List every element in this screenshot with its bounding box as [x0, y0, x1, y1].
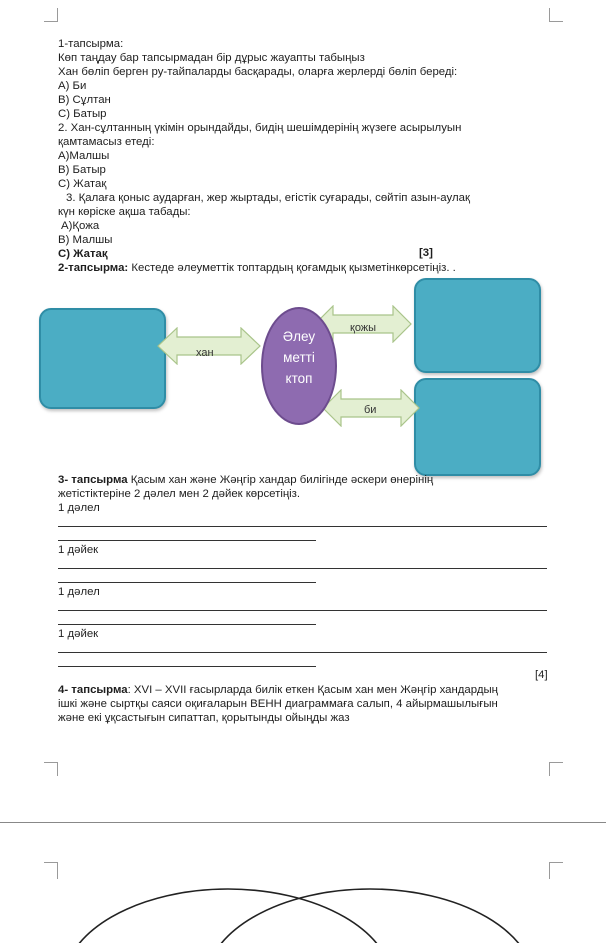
- answer-line: [58, 610, 547, 611]
- q2-option-a: А)Малшы: [58, 150, 110, 162]
- q1-option-a: А) Би: [58, 80, 87, 92]
- answer-line: [58, 568, 547, 569]
- arrow-bottom-right-label: би: [364, 404, 377, 416]
- task4-heading: [58, 683, 498, 697]
- q1-option-b: В) Сұлтан: [58, 94, 111, 106]
- task4-text-line1: : XVI – XVII ғасырларда билік еткен Қасым хан мен Жәңгір хандардың: [127, 684, 498, 696]
- task3-item-1: 1 дәлел: [58, 502, 100, 514]
- task3-item-2: 1 дәйек: [58, 544, 99, 556]
- venn-diagram: [0, 870, 606, 943]
- answer-box-top-right: [414, 278, 541, 373]
- task4-title: 4- тапсырма: [58, 684, 128, 696]
- answer-line: [58, 666, 316, 667]
- answer-line: [58, 652, 547, 653]
- q1-option-c: С) Батыр: [58, 108, 107, 120]
- q3-option-a: А)Қожа: [61, 220, 100, 232]
- task3-text-line2: жетістіктеріне 2 дәлел мен 2 дәйек көрсетіңіз.: [58, 488, 301, 500]
- task3-score: [4]: [535, 669, 548, 681]
- double-arrow-left: [157, 327, 261, 365]
- task1-title: 1-тапсырма:: [58, 38, 124, 50]
- answer-line: [58, 624, 316, 625]
- task3-heading: [58, 473, 433, 487]
- oval-text-line2: метті: [283, 350, 315, 365]
- corner-mark-top-right: [549, 8, 563, 22]
- answer-box-bottom-right: [414, 378, 541, 476]
- task3-title: 3- тапсырма: [58, 474, 128, 486]
- oval-text-line1: Әлеу: [282, 329, 316, 344]
- corner-mark-top-left: [44, 8, 58, 22]
- arrow-top-right-label: қожы: [350, 322, 377, 334]
- answer-box-left: [39, 308, 166, 409]
- answer-line: [58, 582, 316, 583]
- task4-text-line2: ішкі және сыртқы саяси оқиғаларын ВЕНН диаграммаға салып, 4 айырмашылығын: [58, 698, 498, 710]
- page-separator: [0, 822, 606, 823]
- q2-text-line1: 2. Хан-сұлтанның үкімін орындайды, бидің шешімдерінің жүзеге асырылуын: [58, 122, 462, 134]
- q3-text-line1: 3. Қалаға қоныс аударған, жер жыртады, егістік суғарады, сөйтіп азын-аулақ: [66, 192, 470, 204]
- answer-line: [58, 526, 547, 527]
- task2-text: Кестеде әлеуметтік топтардың қоғамдық қызметінкөрсетіңіз. .: [128, 262, 456, 274]
- oval-text-line3: ктоп: [285, 371, 313, 386]
- corner-mark-bottom-left: [44, 762, 58, 776]
- task2-heading: [58, 261, 456, 275]
- q2-text-line2: қамтамасыз етеді:: [58, 136, 155, 148]
- q3-option-c: С) Жатақ: [58, 248, 108, 260]
- task1-instruction: Көп таңдау бар тапсырмадан бір дұрыс жауапты табыңыз: [58, 52, 365, 64]
- corner-mark-bottom-right: [549, 762, 563, 776]
- venn-circle-left: [63, 889, 393, 943]
- q2-option-b: В) Батыр: [58, 164, 106, 176]
- task4-text-line3: және екі ұқсастығын сипаттап, қорытынды ойыңды жаз: [58, 712, 350, 724]
- q3-text-line2: күн көріске ақша табады:: [58, 206, 191, 218]
- q2-option-c: С) Жатақ: [58, 178, 107, 190]
- q1-text: Хан бөліп берген ру-тайпаларды басқарады, оларға жерлерді бөліп береді:: [58, 66, 458, 78]
- task3-text-line1: Қасым хан және Жәңгір хандар билігінде әскери өнерінің: [127, 474, 434, 486]
- answer-line: [58, 540, 316, 541]
- venn-circle-right: [205, 889, 535, 943]
- arrow-left-label: хан: [196, 347, 214, 359]
- q3-option-b: В) Малшы: [58, 234, 113, 246]
- social-group-oval: [261, 307, 337, 425]
- task1-score: [3]: [419, 247, 433, 259]
- task3-item-4: 1 дәйек: [58, 628, 99, 640]
- task2-title: 2-тапсырма:: [58, 262, 129, 274]
- task3-item-3: 1 дәлел: [58, 586, 100, 598]
